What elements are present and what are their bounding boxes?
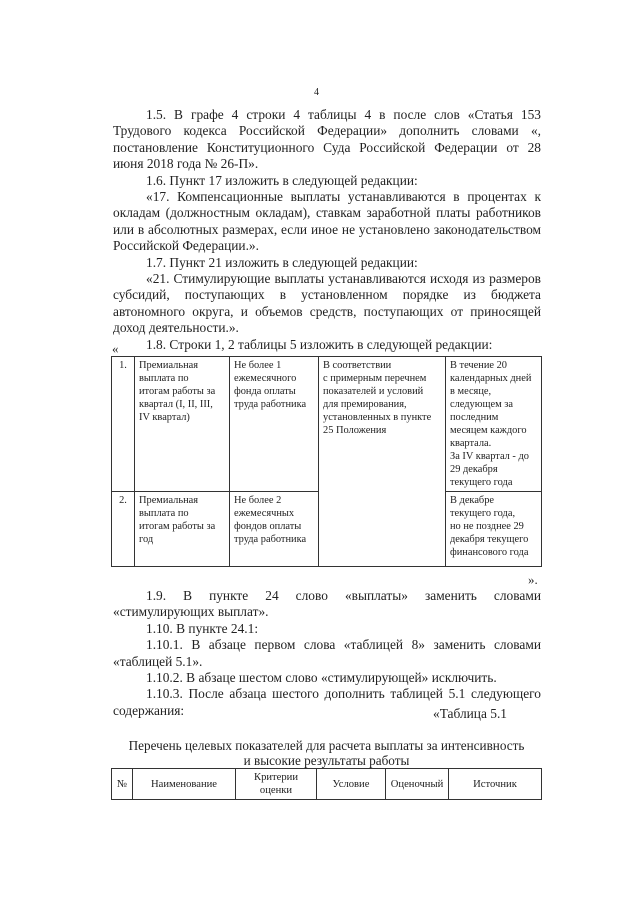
column-header-name: Наименование (133, 769, 236, 800)
table-5-1-title (111, 738, 542, 768)
term-cell: В течение 20 календарных дней в месяце, следующем за последним месяцем каждого квартала. За IV квартал - до 29 декабря текущего года (446, 357, 542, 492)
paragraph-1-10-1: 1.10.1. В абзаце первом слова «таблицей 8» заменить словами «таблицей 5.1». (113, 637, 541, 669)
column-header-number: № (112, 769, 133, 800)
open-quote: « (112, 341, 119, 356)
amount-cell: Не более 1 ежемесячного фонда оплаты труда работника (230, 357, 319, 492)
row-number: 1. (112, 357, 135, 492)
table-5-excerpt (111, 356, 542, 567)
table-5-1-title-line-1: Перечень целевых показателей для расчета выплаты за интенсивность (128, 738, 525, 753)
amendments-top (113, 107, 541, 353)
table-row (112, 357, 542, 492)
table-5-1-header (111, 768, 542, 800)
row-number: 2. (112, 492, 135, 567)
column-header-source: Источник (449, 769, 542, 800)
paragraph-1-8: 1.8. Строки 1, 2 таблицы 5 изложить в следующей редакции: (146, 336, 493, 352)
amount-cell: Не более 2 ежемесячных фондов оплаты труда работника (230, 492, 319, 567)
column-header-score: Оценочный (386, 769, 449, 800)
payment-name-cell: Премиальная выплата по итогам работы за квартал (I, II, III, IV квартал) (135, 357, 230, 492)
table-5-1-title-line-2: и высокие результаты работы (243, 753, 410, 768)
paragraph-17-text: «17. Компенсационные выплаты устанавливаются в процентах к окладам (должностным окладам), ставкам заработной платы работников или в абсолютных размерах, если иное не установлено законодательством Российской Федерации.». (113, 189, 541, 254)
amendments-bottom (113, 588, 541, 719)
paragraph-1-10: 1.10. В пункте 24.1: (146, 620, 259, 636)
column-header-criteria: Критерии оценки (236, 769, 317, 800)
table-header-row (112, 769, 542, 800)
close-quote: ». (528, 572, 538, 587)
paragraph-1-9: 1.9. В пункте 24 слово «выплаты» заменить словами «стимулирующих выплат». (113, 588, 541, 620)
column-header-condition: Условие (317, 769, 386, 800)
paragraph-1-5: 1.5. В графе 4 строки 4 таблицы 4 в после слов «Статья 153 Трудового кодекса Российской Федерации» дополнить словами «, постановление Конституционного Суда Российской Федерации от 28 июня 2018 года № 26-П». (113, 107, 541, 172)
paragraph-21-text: «21. Стимулирующие выплаты устанавливаются исходя из размеров субсидий, поступающих в установленном порядке из бюджета автономного округа, и объемов средств, поступающих от приносящей доход деятельности.». (113, 271, 541, 336)
paragraph-1-10-2: 1.10.2. В абзаце шестом слово «стимулирующей» исключить. (146, 670, 497, 686)
conditions-cell: В соответствии с примерным перечнем показателей и условий для премирования, установленных в пункте 25 Положения (319, 357, 446, 567)
paragraph-1-6: 1.6. Пункт 17 изложить в следующей редакции: (146, 172, 418, 188)
paragraph-1-10-3: 1.10.3. После абзаца шестого дополнить таблицей 5.1 следующего содержания: (113, 686, 541, 718)
payment-name-cell: Премиальная выплата по итогам работы за год (135, 492, 230, 567)
table-5-1-label: «Таблица 5.1 (433, 706, 508, 721)
page-number: 4 (314, 87, 319, 98)
term-cell: В декабре текущего года, но не позднее 29 декабря текущего финансового года (446, 492, 542, 567)
paragraph-1-7: 1.7. Пункт 21 изложить в следующей редакции: (146, 254, 418, 270)
